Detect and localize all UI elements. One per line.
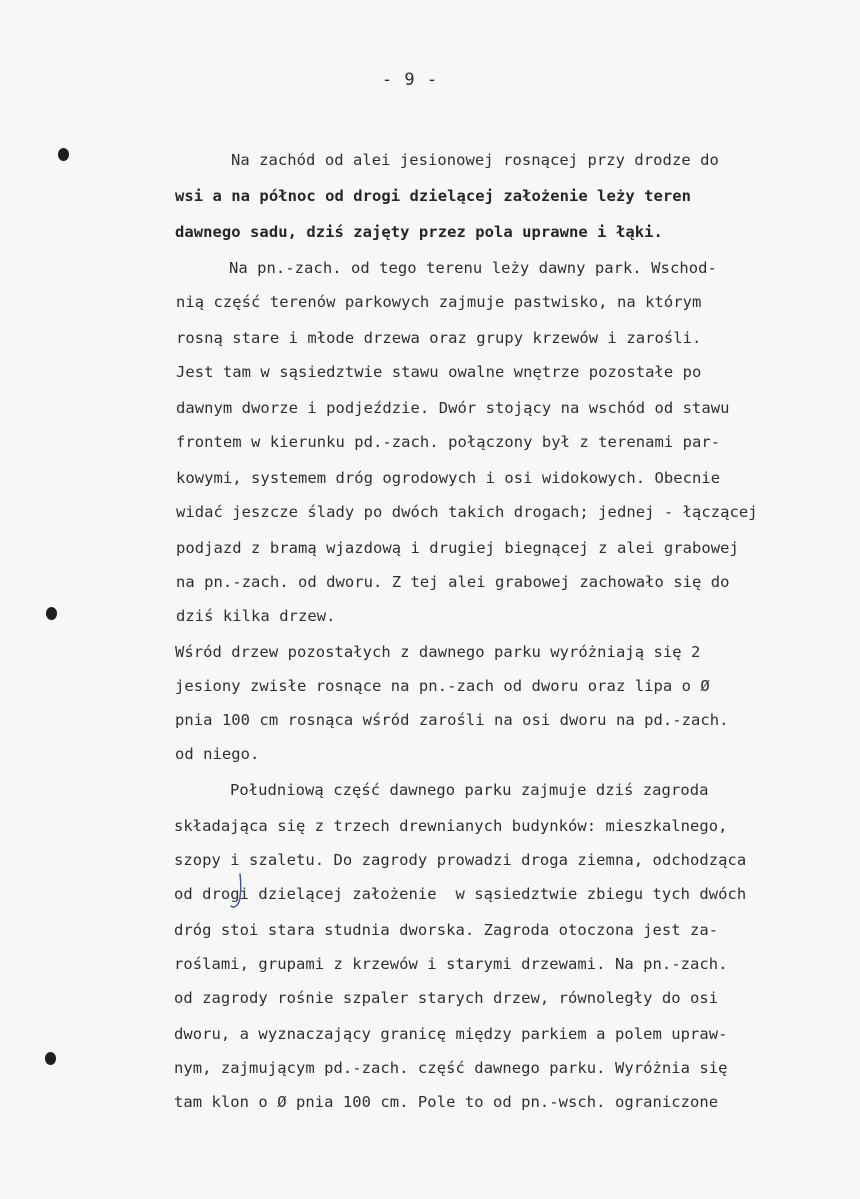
text-line: Południową część dawnego parku zajmuje dziś zagroda xyxy=(230,781,709,799)
text-line: dworu, a wyznaczający granicę między parkiem a polem upraw- xyxy=(174,1025,728,1043)
text-line: Jest tam w sąsiedztwie stawu owalne wnętrze pozostałe po xyxy=(176,363,702,381)
punch-hole-middle xyxy=(46,607,57,620)
text-line: Na zachód od alei jesionowej rosnącej przy drodze do xyxy=(231,151,719,169)
text-line: od niego. xyxy=(175,745,260,763)
text-line: dawnym dworze i podjeździe. Dwór stojący na wschód od stawu xyxy=(176,399,730,417)
text-line: dawnego sadu, dziś zajęty przez pola uprawne i łąki. xyxy=(175,223,663,241)
text-line: kowymi, systemem dróg ogrodowych i osi widokowych. Obecnie xyxy=(176,469,721,487)
text-line: rosną stare i młode drzewa oraz grupy krzewów i zarośli. xyxy=(176,329,702,347)
text-line: frontem w kierunku pd.-zach. połączony był z terenami par- xyxy=(176,433,721,451)
text-line: dróg stoi stara studnia dworska. Zagroda otoczona jest za- xyxy=(174,921,719,939)
text-line: od drogi dzielącej założenie w sąsiedztwie zbiegu tych dwóch xyxy=(174,885,747,903)
text-line: składająca się z trzech drewnianych budynków: mieszkalnego, xyxy=(174,817,728,835)
text-line: dziś kilka drzew. xyxy=(176,607,336,625)
page-number: - 9 - xyxy=(381,70,439,90)
text-line: od zagrody rośnie szpaler starych drzew, równoległy do osi xyxy=(174,989,719,1007)
text-line: wsi a na północ od drogi dzielącej założenie leży teren xyxy=(175,187,691,205)
text-line: Na pn.-zach. od tego terenu leży dawny park. Wschod- xyxy=(229,259,717,277)
text-line: na pn.-zach. od dworu. Z tej alei grabowej zachowało się do xyxy=(176,573,730,591)
text-line: widać jeszcze ślady po dwóch takich drogach; jednej - łączącej xyxy=(176,503,758,521)
text-line: nią część terenów parkowych zajmuje pastwisko, na którym xyxy=(176,293,702,311)
pen-correction-mark xyxy=(228,872,246,912)
text-line: podjazd z bramą wjazdową i drugiej biegnącej z alei grabowej xyxy=(176,539,739,557)
punch-hole-top xyxy=(58,148,69,161)
text-line: tam klon o Ø pnia 100 cm. Pole to od pn.-wsch. ograniczone xyxy=(174,1093,719,1111)
text-line: pnia 100 cm rosnąca wśród zarośli na osi dworu na pd.-zach. xyxy=(175,711,729,729)
text-line: szopy i szaletu. Do zagrody prowadzi droga ziemna, odchodząca xyxy=(174,851,747,869)
text-line: jesiony zwisłe rosnące na pn.-zach od dworu oraz lipa o Ø xyxy=(175,677,710,695)
text-line: roślami, grupami z krzewów i starymi drzewami. Na pn.-zach. xyxy=(174,955,728,973)
punch-hole-bottom xyxy=(45,1052,56,1065)
text-line: nym, zajmującym pd.-zach. część dawnego parku. Wyróżnia się xyxy=(174,1059,728,1077)
text-line: Wśród drzew pozostałych z dawnego parku wyróżniają się 2 xyxy=(175,643,701,661)
